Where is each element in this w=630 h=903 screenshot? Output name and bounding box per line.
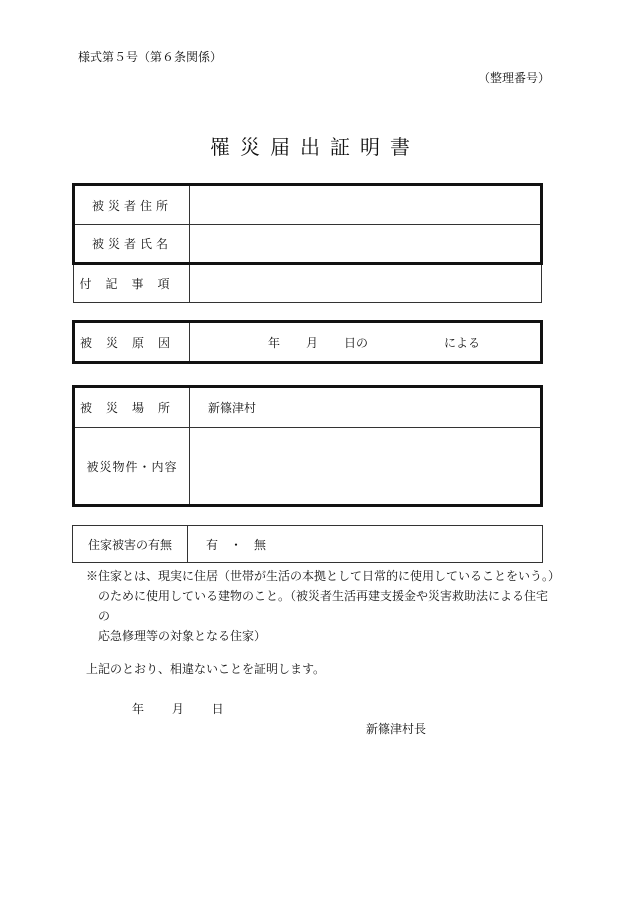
cause-table [72, 320, 543, 364]
name-label: 被災者氏名 [74, 225, 190, 264]
date-day: 日 [211, 702, 224, 716]
footnote-line3: 応急修理等の対象となる住家） [98, 629, 267, 643]
cause-row [74, 322, 542, 363]
cause-month: 月 [306, 335, 319, 350]
place-row [74, 387, 542, 428]
cause-by: による [444, 335, 481, 350]
date-year: 年 [132, 702, 145, 716]
notes-field[interactable] [190, 264, 542, 303]
place-field[interactable]: 新篠津村 [190, 387, 542, 428]
date-month: 月 [171, 702, 184, 716]
house-label: 住家被害の有無 [73, 526, 188, 563]
issue-date [132, 700, 224, 717]
footnote [86, 566, 561, 646]
issuer-signature: 新篠津村長 [366, 722, 427, 736]
address-field[interactable] [190, 185, 542, 225]
cause-year: 年 [268, 335, 281, 350]
house-row [73, 526, 543, 563]
property-label: 被災物件・内容 [74, 428, 190, 506]
house-table [72, 525, 543, 563]
place-label: 被災場所 [74, 387, 190, 428]
notes-row [74, 264, 542, 303]
notes-label: 付記事項 [74, 264, 190, 303]
form-number: 様式第５号（第６条関係） [78, 50, 223, 64]
cause-field[interactable] [190, 322, 542, 363]
footnote-line2: のために使用している建物のこと。（被災者生活再建支援金や災害救助法による住宅の [98, 589, 549, 623]
property-row [74, 428, 542, 506]
name-field[interactable] [190, 225, 542, 264]
page-title: 罹災届出証明書 [210, 135, 420, 159]
address-row [74, 185, 542, 225]
address-label: 被災者住所 [74, 185, 190, 225]
house-options[interactable]: 有 ・ 無 [188, 526, 543, 563]
damage-table [72, 385, 543, 507]
cause-day: 日の [344, 335, 369, 350]
property-field[interactable] [190, 428, 542, 506]
applicant-table [72, 183, 543, 303]
footnote-line1: ※住家とは、現実に住居（世帯が生活の本拠として日常的に使用していることをいう。） [86, 569, 561, 583]
certification-text: 上記のとおり、相違ないことを証明します。 [86, 662, 326, 676]
cause-label: 被災原因 [74, 322, 190, 363]
reference-number: （整理番号） [478, 71, 551, 85]
name-row [74, 225, 542, 264]
